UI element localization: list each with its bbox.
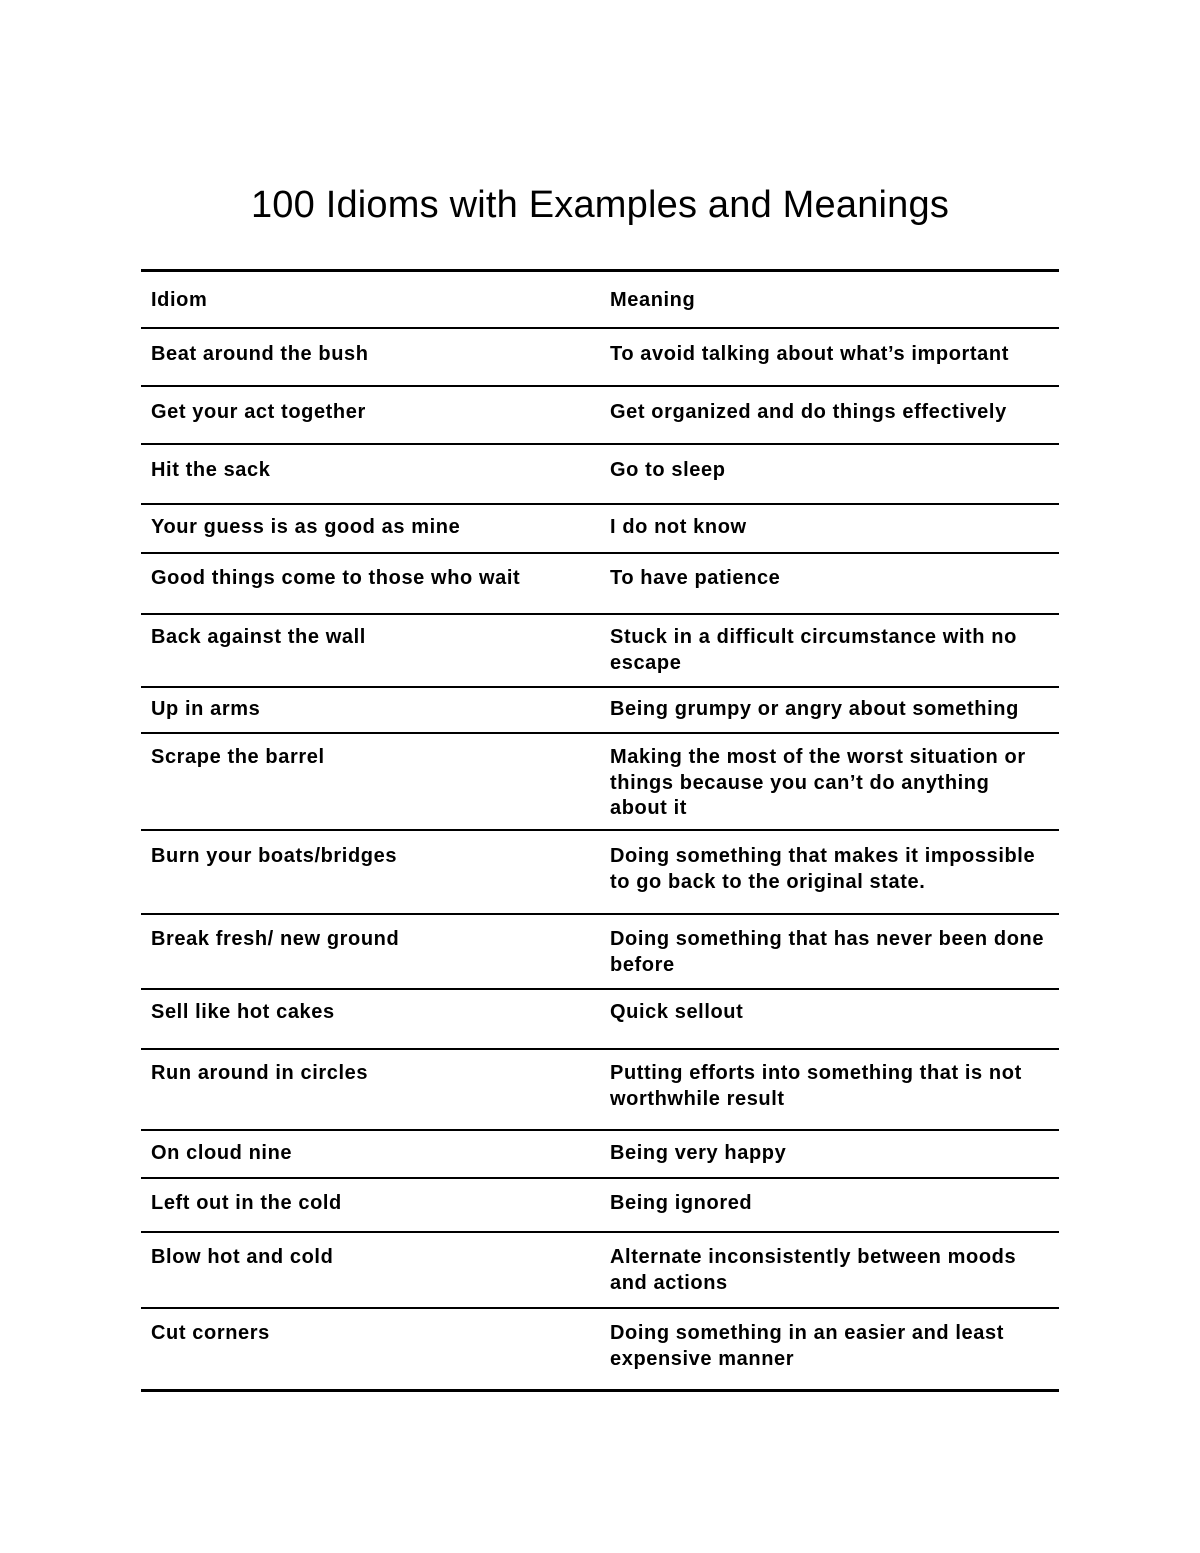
table-row bbox=[141, 1233, 1059, 1309]
table-row bbox=[141, 1309, 1059, 1392]
meaning-cell: Doing something in an easier and least expensive manner bbox=[610, 1322, 1004, 1370]
idiom-cell: Up in arms bbox=[151, 698, 261, 720]
meaning-cell: Quick sellout bbox=[610, 1001, 744, 1023]
meaning-cell: Go to sleep bbox=[610, 459, 726, 481]
idiom-cell: Burn your boats/bridges bbox=[151, 845, 398, 867]
idiom-cell: Hit the sack bbox=[151, 459, 271, 481]
table-row bbox=[141, 554, 1059, 615]
meaning-cell: Making the most of the worst situation or things because you can’t do anything about it bbox=[610, 746, 1026, 819]
table-row bbox=[141, 387, 1059, 445]
idiom-cell: Back against the wall bbox=[151, 626, 366, 648]
idiom-cell: On cloud nine bbox=[151, 1142, 293, 1164]
table-row bbox=[141, 1131, 1059, 1179]
header-meaning: Meaning bbox=[610, 289, 696, 311]
table-row bbox=[141, 505, 1059, 554]
meaning-cell: To have patience bbox=[610, 567, 781, 589]
idiom-cell: Scrape the barrel bbox=[151, 746, 325, 768]
page-title: 100 Idioms with Examples and Meanings bbox=[250, 184, 950, 226]
idiom-cell: Blow hot and cold bbox=[151, 1246, 334, 1268]
table-row bbox=[141, 1050, 1059, 1131]
table-header-row bbox=[141, 272, 1059, 329]
table-row bbox=[141, 1179, 1059, 1233]
idiom-cell: Get your act together bbox=[151, 401, 366, 423]
meaning-cell: Stuck in a difficult circumstance with no escape bbox=[610, 626, 1017, 674]
table-row bbox=[141, 831, 1059, 915]
idiom-cell: Good things come to those who wait bbox=[151, 567, 521, 589]
table-row bbox=[141, 990, 1059, 1050]
table-row bbox=[141, 688, 1059, 734]
meaning-cell: Get organized and do things effectively bbox=[610, 401, 1007, 423]
meaning-cell: Being very happy bbox=[610, 1142, 787, 1164]
meaning-cell: I do not know bbox=[610, 516, 747, 538]
idiom-cell: Your guess is as good as mine bbox=[151, 516, 461, 538]
table-row bbox=[141, 615, 1059, 688]
meaning-cell: Being grumpy or angry about something bbox=[610, 698, 1019, 720]
meaning-cell: Doing something that has never been done before bbox=[610, 928, 1045, 976]
meaning-cell: Being ignored bbox=[610, 1192, 753, 1214]
meaning-cell: Putting efforts into something that is not worthwhile result bbox=[610, 1062, 1022, 1110]
table-row bbox=[141, 329, 1059, 387]
idiom-cell: Beat around the bush bbox=[151, 343, 369, 365]
idiom-cell: Run around in circles bbox=[151, 1062, 369, 1084]
meaning-cell: Doing something that makes it impossible to go back to the original state. bbox=[610, 845, 1036, 893]
idiom-cell: Break fresh/ new ground bbox=[151, 928, 400, 950]
table-row bbox=[141, 445, 1059, 505]
meaning-cell: Alternate inconsistently between moods and actions bbox=[610, 1246, 1017, 1294]
meaning-cell: To avoid talking about what’s important bbox=[610, 343, 1009, 365]
table-row bbox=[141, 734, 1059, 831]
table-row bbox=[141, 915, 1059, 990]
idiom-cell: Cut corners bbox=[151, 1322, 270, 1344]
header-idiom: Idiom bbox=[151, 289, 208, 311]
idiom-cell: Sell like hot cakes bbox=[151, 1001, 335, 1023]
idiom-table bbox=[141, 269, 1059, 1392]
idiom-cell: Left out in the cold bbox=[151, 1192, 342, 1214]
